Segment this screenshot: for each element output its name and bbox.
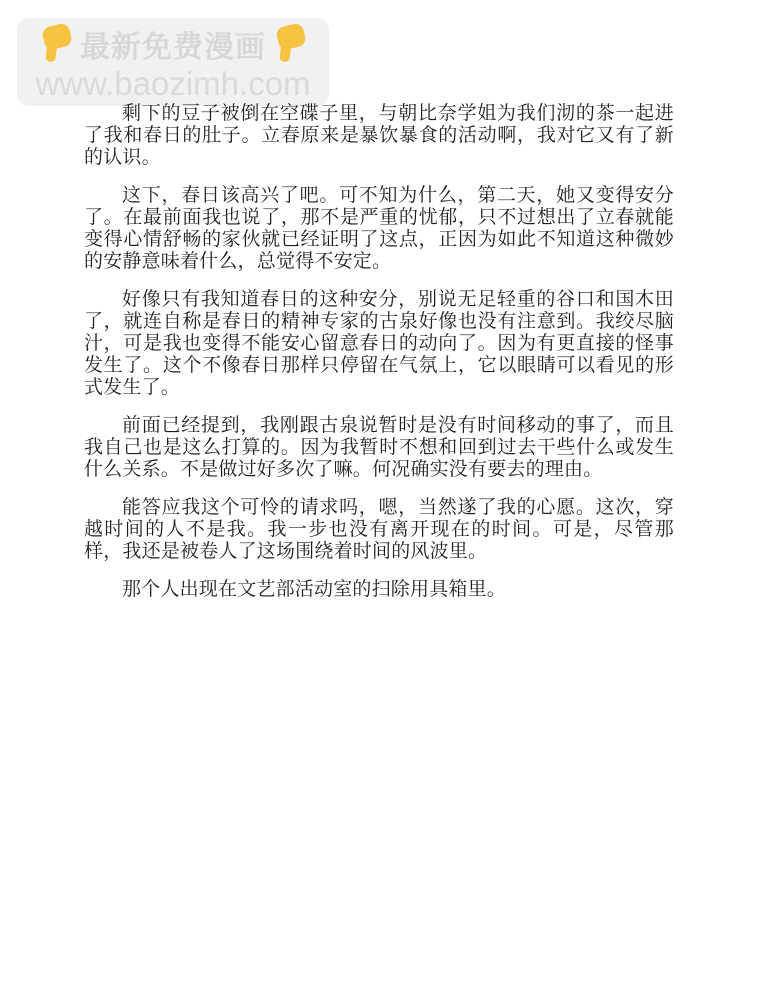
point-down-icon xyxy=(35,23,77,65)
paragraph-3: 好像只有我知道春日的这种安分，别说无足轻重的谷口和国木田了，就连自称是春日的精神专家的古泉好像也没有注意到。我绞尽脑汁，可是我也变得不能安心留意春日的动向了。因为有更直接的怪事发生了。这个不像春日那样只停留在气氛上，它以眼睛可以看见的形式发生了。 xyxy=(84,289,674,398)
point-down-icon xyxy=(269,23,311,65)
chapter-text xyxy=(84,103,674,617)
watermark-title: 最新免费漫画 xyxy=(80,31,266,64)
paragraph-4: 前面已经提到，我刚跟古泉说暂时是没有时间移动的事了，而且我自己也是这么打算的。因为我暂时不想和回到过去干些什么或发生什么关系。不是做过好多次了嘛。何况确实没有要去的理由。 xyxy=(84,415,674,480)
paragraph-6: 那个人出现在文艺部活动室的扫除用具箱里。 xyxy=(122,579,507,600)
watermark-badge xyxy=(17,18,329,106)
paragraph-1: 剩下的豆子被倒在空碟子里，与朝比奈学姐为我们沏的茶一起进了我和春日的肚子。立春原来是暴饮暴食的活动啊，我对它又有了新的认识。 xyxy=(84,103,674,168)
paragraph-2: 这下，春日该高兴了吧。可不知为什么，第二天，她又变得安分了。在最前面我也说了，那不是严重的忧郁，只不过想出了立春就能变得心情舒畅的家伙就已经证明了这点，正因为如此不知道这种微妙的安静意味着什么，总觉得不安定。 xyxy=(84,185,674,272)
watermark-title-row xyxy=(35,22,311,66)
watermark-url: www.baozimh.com xyxy=(35,65,311,102)
paragraph-5: 能答应我这个可怜的请求吗，嗯，当然遂了我的心愿。这次，穿越时间的人不是我。我一步也没有离开现在的时间。可是，尽管那样，我还是被卷人了这场围绕着时间的风波里。 xyxy=(84,497,674,562)
